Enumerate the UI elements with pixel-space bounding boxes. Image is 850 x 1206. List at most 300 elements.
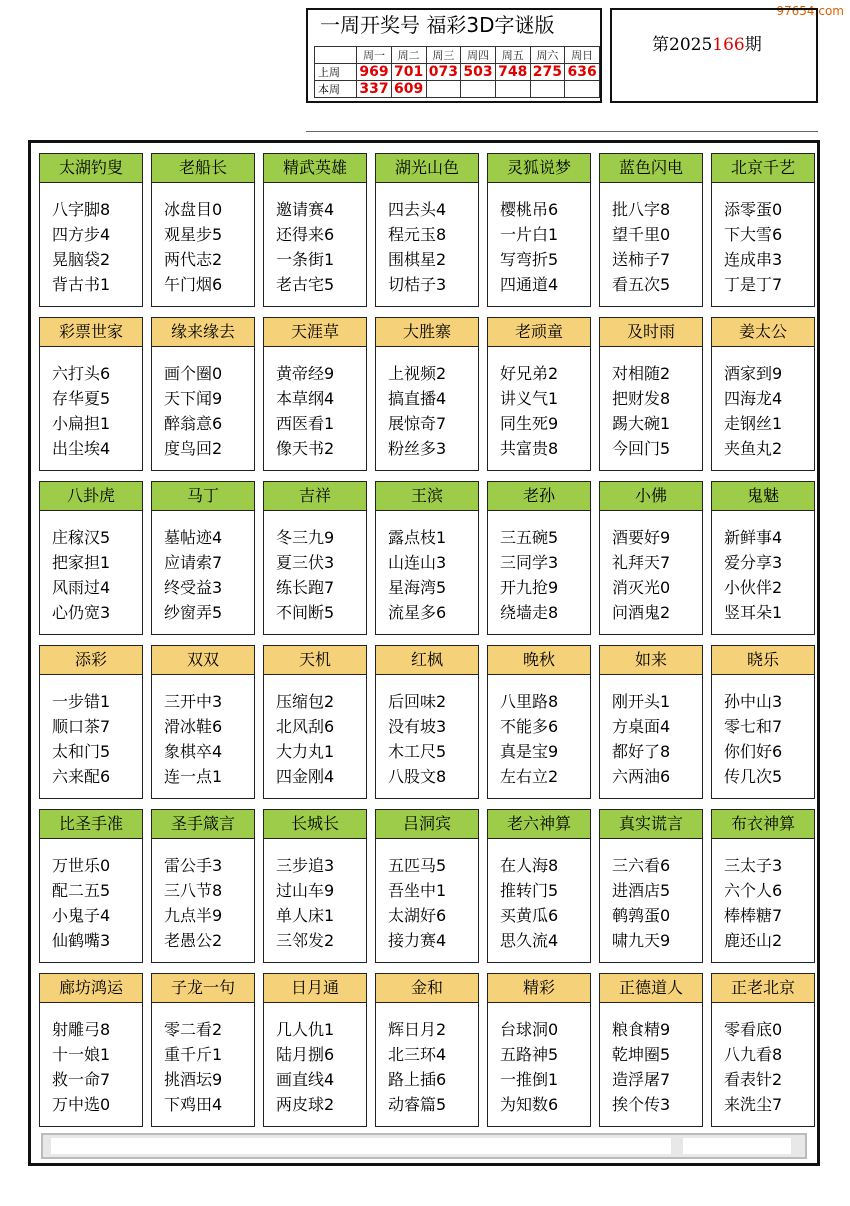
card-title: 晚秋 [488,646,590,675]
riddle-line: 黄帝经9 [276,364,335,383]
riddle-line: 星海湾5 [388,578,447,597]
riddle-line: 台球洞0 [500,1020,559,1039]
card-title: 吉祥 [264,482,366,511]
riddle-card [151,153,255,307]
riddle-line: 三步追3 [276,856,335,875]
riddle-line: 望千里0 [612,225,671,244]
riddle-card [711,973,815,1127]
result-number [426,81,461,98]
day-header: 周一 [357,47,392,64]
card-title: 正老北京 [712,974,814,1003]
riddle-line: 过山车9 [276,881,335,900]
card-title: 如来 [600,646,702,675]
card-items [40,511,142,625]
weekly-results-box [306,8,602,103]
riddle-line: 存华夏5 [52,389,111,408]
riddle-line: 冬三九9 [276,528,335,547]
card-items [712,839,814,953]
riddle-card [599,481,703,635]
card-items [376,675,478,789]
riddle-line: 吾坐中1 [388,881,447,900]
riddle-line: 不间断5 [276,603,335,622]
result-number [565,81,600,98]
riddle-line: 八里路8 [500,692,559,711]
riddle-line: 小伙伴2 [724,578,783,597]
riddle-line: 八九看8 [724,1045,783,1064]
card-items [488,675,590,789]
card-items [264,675,366,789]
riddle-line: 邀请赛4 [276,200,335,219]
card-title: 晓乐 [712,646,814,675]
riddle-card [487,645,591,799]
riddle-line: 三五碗5 [500,528,559,547]
riddle-line: 北风刮6 [276,717,335,736]
riddle-card [263,317,367,471]
day-header: 周六 [530,47,565,64]
riddle-line: 三太子3 [724,856,783,875]
card-title: 老六神算 [488,810,590,839]
result-number: 609 [391,81,426,98]
riddle-line: 没有坡3 [388,717,447,736]
riddle-line: 进酒店5 [612,881,671,900]
riddle-line: 四去头4 [388,200,447,219]
riddle-line: 背古书1 [52,275,111,294]
riddle-line: 粉丝多3 [388,439,447,458]
riddle-line: 太和门5 [52,742,111,761]
card-items [488,347,590,461]
card-items [600,1003,702,1117]
day-header: 周二 [391,47,426,64]
riddle-line: 五路神5 [500,1045,559,1064]
riddle-line: 造浮屠7 [612,1070,671,1089]
riddle-card [599,809,703,963]
card-title: 王滨 [376,482,478,511]
riddle-line: 添零蛋0 [724,200,783,219]
card-items [40,839,142,953]
riddle-card [487,809,591,963]
riddle-line: 酒要好9 [612,528,671,547]
card-items [600,347,702,461]
riddle-line: 两皮球2 [276,1095,335,1114]
card-items [40,183,142,297]
riddle-line: 六两油6 [612,767,671,786]
result-number [461,81,496,98]
riddle-line: 雷公手3 [164,856,223,875]
result-number: 636 [565,64,600,81]
card-items [40,347,142,461]
card-title: 比圣手准 [40,810,142,839]
riddle-line: 连成串3 [724,250,783,269]
riddle-line: 酒家到9 [724,364,783,383]
card-items [40,675,142,789]
card-items [600,675,702,789]
riddle-line: 买黄瓜6 [500,906,559,925]
card-items [152,347,254,461]
riddle-line: 零七和7 [724,717,783,736]
card-items [264,183,366,297]
card-items [712,511,814,625]
card-title: 长城长 [264,810,366,839]
card-title: 鬼魅 [712,482,814,511]
riddle-line: 问酒鬼2 [612,603,671,622]
riddle-line: 四通道4 [500,275,559,294]
card-items [712,183,814,297]
result-number: 969 [357,64,392,81]
card-title: 老船长 [152,154,254,183]
riddle-line: 庄稼汉5 [52,528,111,547]
riddle-line: 流星多6 [388,603,447,622]
riddle-line: 北三环4 [388,1045,447,1064]
card-items [264,347,366,461]
card-title: 小佛 [600,482,702,511]
day-header: 周日 [565,47,600,64]
riddle-line: 终受益3 [164,578,223,597]
riddle-line: 六个人6 [724,881,783,900]
riddle-line: 孙中山3 [724,692,783,711]
riddle-card [375,973,479,1127]
riddle-line: 展惊奇7 [388,414,447,433]
card-items [264,839,366,953]
riddle-line: 三八节8 [164,881,223,900]
riddle-line: 三开中3 [164,692,223,711]
riddle-card [151,481,255,635]
riddle-line: 上视频2 [388,364,447,383]
riddle-card [711,481,815,635]
riddle-line: 老愚公2 [164,931,223,950]
riddle-line: 看五次5 [612,275,671,294]
riddle-line: 今回门5 [612,439,671,458]
card-items [152,839,254,953]
riddle-line: 竖耳朵1 [724,603,783,622]
card-items [488,511,590,625]
riddle-line: 好兄弟2 [500,364,559,383]
card-title: 廊坊鸿运 [40,974,142,1003]
card-items [600,839,702,953]
riddle-line: 四方步4 [52,225,111,244]
card-title: 布衣神算 [712,810,814,839]
riddle-card [151,317,255,471]
riddle-line: 度鸟回2 [164,439,223,458]
riddle-line: 配二五5 [52,881,111,900]
card-items [264,1003,366,1117]
riddle-line: 传几次5 [724,767,783,786]
riddle-line: 批八字8 [612,200,671,219]
footer-blank [683,1138,791,1154]
riddle-line: 左右立2 [500,767,559,786]
last-week-label: 上周 [315,64,357,81]
card-title: 天涯草 [264,318,366,347]
riddle-line: 挑酒坛9 [164,1070,223,1089]
riddle-card [39,481,143,635]
riddle-line: 踢大碗1 [612,414,671,433]
riddle-line: 送柿子7 [612,250,671,269]
riddle-line: 四金刚4 [276,767,335,786]
result-number: 503 [461,64,496,81]
riddle-card [599,645,703,799]
card-title: 湖光山色 [376,154,478,183]
riddle-card [151,645,255,799]
riddle-line: 老古宅5 [276,275,335,294]
riddle-line: 八股文8 [388,767,447,786]
result-number: 073 [426,64,461,81]
riddle-line: 六打头6 [52,364,111,383]
riddle-line: 粮食精9 [612,1020,671,1039]
riddle-line: 讲义气1 [500,389,559,408]
riddle-line: 露点枝1 [388,528,447,547]
card-items [40,1003,142,1117]
card-items [488,183,590,297]
riddle-line: 对相随2 [612,364,671,383]
riddle-line: 挨个传3 [612,1095,671,1114]
card-title: 太湖钓叟 [40,154,142,183]
riddle-line: 消灭光0 [612,578,671,597]
riddle-line: 风雨过4 [52,578,111,597]
riddle-line: 顺口茶7 [52,717,111,736]
riddle-line: 午门烟6 [164,275,223,294]
riddle-card [375,481,479,635]
riddle-card [263,153,367,307]
riddle-line: 乾坤圈5 [612,1045,671,1064]
card-items [376,183,478,297]
riddle-card [263,481,367,635]
riddle-card [375,153,479,307]
last-week-row [315,64,600,81]
card-title: 精彩 [488,974,590,1003]
riddle-line: 丁是丁7 [724,275,783,294]
riddle-line: 射雕弓8 [52,1020,111,1039]
riddle-line: 程元玉8 [388,225,447,244]
riddle-line: 都好了8 [612,742,671,761]
card-title: 金和 [376,974,478,1003]
card-items [488,1003,590,1117]
riddle-line: 接力赛4 [388,931,447,950]
card-items [264,511,366,625]
card-items [712,675,814,789]
riddle-line: 棒棒糖7 [724,906,783,925]
card-title: 精武英雄 [264,154,366,183]
riddle-line: 三邻发2 [276,931,335,950]
riddle-line: 同生死9 [500,414,559,433]
riddle-line: 十一娘1 [52,1045,111,1064]
riddle-line: 爱分享3 [724,553,783,572]
riddle-card [487,317,591,471]
riddle-card [375,809,479,963]
this-week-row [315,81,600,98]
riddle-line: 为知数6 [500,1095,559,1114]
card-title: 老孙 [488,482,590,511]
riddle-card [39,645,143,799]
result-number: 748 [495,64,530,81]
day-header: 周四 [461,47,496,64]
riddle-card [263,973,367,1127]
riddle-line: 下鸡田4 [164,1095,223,1114]
result-number: 275 [530,64,565,81]
riddle-line: 夏三伏3 [276,553,335,572]
card-title: 双双 [152,646,254,675]
riddle-line: 天下闻9 [164,389,223,408]
riddle-line: 一片白1 [500,225,559,244]
riddle-line: 一推倒1 [500,1070,559,1089]
riddle-line: 重千斤1 [164,1045,223,1064]
riddle-card [151,973,255,1127]
riddle-line: 观星步5 [164,225,223,244]
riddle-card [39,809,143,963]
riddle-line: 零看底0 [724,1020,783,1039]
riddle-line: 围棋星2 [388,250,447,269]
riddle-line: 四海龙4 [724,389,783,408]
card-title: 日月通 [264,974,366,1003]
card-items [376,347,478,461]
riddle-line: 画直线4 [276,1070,335,1089]
riddle-line: 九点半9 [164,906,223,925]
riddle-line: 仙鹤嘴3 [52,931,111,950]
riddle-line: 墓帖迹4 [164,528,223,547]
riddle-line: 看表针2 [724,1070,783,1089]
riddle-line: 啸九天9 [612,931,671,950]
riddle-line: 两代志2 [164,250,223,269]
result-number [530,81,565,98]
riddle-line: 礼拜天7 [612,553,671,572]
footer-bar [41,1133,807,1159]
day-header: 周五 [495,47,530,64]
riddle-line: 你们好6 [724,742,783,761]
riddle-line: 六来配6 [52,767,111,786]
riddle-line: 出尘埃4 [52,439,111,458]
riddle-line: 西医看1 [276,414,335,433]
card-title: 老顽童 [488,318,590,347]
riddle-line: 真是宝9 [500,742,559,761]
riddle-line: 晃脑袋2 [52,250,111,269]
card-title: 天机 [264,646,366,675]
days-row [315,47,600,64]
riddle-line: 方桌面4 [612,717,671,736]
riddle-card [711,317,815,471]
card-items [152,675,254,789]
card-title: 正德道人 [600,974,702,1003]
riddle-line: 八字脚8 [52,200,111,219]
card-items [152,183,254,297]
riddle-line: 一步错1 [52,692,111,711]
result-number: 701 [391,64,426,81]
riddle-line: 太湖好6 [388,906,447,925]
card-title: 大胜寨 [376,318,478,347]
riddle-card [599,317,703,471]
riddle-line: 小扁担1 [52,414,111,433]
riddle-line: 后回味2 [388,692,447,711]
riddle-line: 搞直播4 [388,389,447,408]
riddle-board [28,140,820,1166]
riddle-line: 来洗尘7 [724,1095,783,1114]
riddle-line: 夹鱼丸2 [724,439,783,458]
riddle-line: 零二看2 [164,1020,223,1039]
riddle-line: 山连山3 [388,553,447,572]
issue-number: 166 [712,35,745,55]
card-items [712,347,814,461]
footer-blank [51,1138,671,1154]
riddle-card [711,809,815,963]
riddle-card [39,973,143,1127]
riddle-line: 大力丸1 [276,742,335,761]
riddle-line: 把家担1 [52,553,111,572]
riddle-card [263,645,367,799]
card-title: 北京千艺 [712,154,814,183]
card-items [712,1003,814,1117]
card-items [600,183,702,297]
riddle-line: 滑冰鞋6 [164,717,223,736]
riddle-card [39,317,143,471]
riddle-line: 单人床1 [276,906,335,925]
riddle-line: 走钢丝1 [724,414,783,433]
riddle-line: 鹌鹑蛋0 [612,906,671,925]
riddle-line: 把财发8 [612,389,671,408]
riddle-line: 推转门5 [500,881,559,900]
card-title: 八卦虎 [40,482,142,511]
card-items [152,511,254,625]
riddle-line: 醉翁意6 [164,414,223,433]
card-title: 蓝色闪电 [600,154,702,183]
riddle-line: 下大雪6 [724,225,783,244]
issue-box [610,8,818,103]
riddle-card [487,153,591,307]
riddle-line: 本草纲4 [276,389,335,408]
card-title: 彩票世家 [40,318,142,347]
riddle-card [151,809,255,963]
day-header: 周三 [426,47,461,64]
riddle-line: 压缩包2 [276,692,335,711]
riddle-line: 救一命7 [52,1070,111,1089]
riddle-line: 纱窗弄5 [164,603,223,622]
riddle-line: 绕墙走8 [500,603,559,622]
card-title: 真实谎言 [600,810,702,839]
card-items [376,839,478,953]
corner-cell [315,47,357,64]
riddle-line: 三同学3 [500,553,559,572]
riddle-card [39,153,143,307]
riddle-line: 万中选0 [52,1095,111,1114]
riddle-line: 开九抢9 [500,578,559,597]
riddle-line: 动睿篇5 [388,1095,447,1114]
card-title: 子龙一句 [152,974,254,1003]
result-number: 337 [357,81,392,98]
result-number [495,81,530,98]
riddle-line: 思久流4 [500,931,559,950]
riddle-line: 画个圈0 [164,364,223,383]
issue-suffix: 期 [744,35,762,55]
riddle-line: 切桔子3 [388,275,447,294]
riddle-line: 应请索7 [164,553,223,572]
riddle-card [711,153,815,307]
riddle-line: 像天书2 [276,439,335,458]
card-title: 及时雨 [600,318,702,347]
riddle-line: 一条街1 [276,250,335,269]
riddle-line: 辉日月2 [388,1020,447,1039]
divider [306,131,818,132]
issue-prefix: 第2025 [652,35,713,55]
riddle-line: 樱桃吊6 [500,200,559,219]
card-items [600,511,702,625]
card-items [152,1003,254,1117]
riddle-card [487,973,591,1127]
riddle-card [599,153,703,307]
riddle-line: 在人海8 [500,856,559,875]
riddle-line: 五匹马5 [388,856,447,875]
card-items [488,839,590,953]
riddle-card [487,481,591,635]
card-items [376,511,478,625]
results-title: 一周开奖号 福彩3D字谜版 [320,13,555,37]
riddle-line: 新鲜事4 [724,528,783,547]
riddle-line: 共富贵8 [500,439,559,458]
